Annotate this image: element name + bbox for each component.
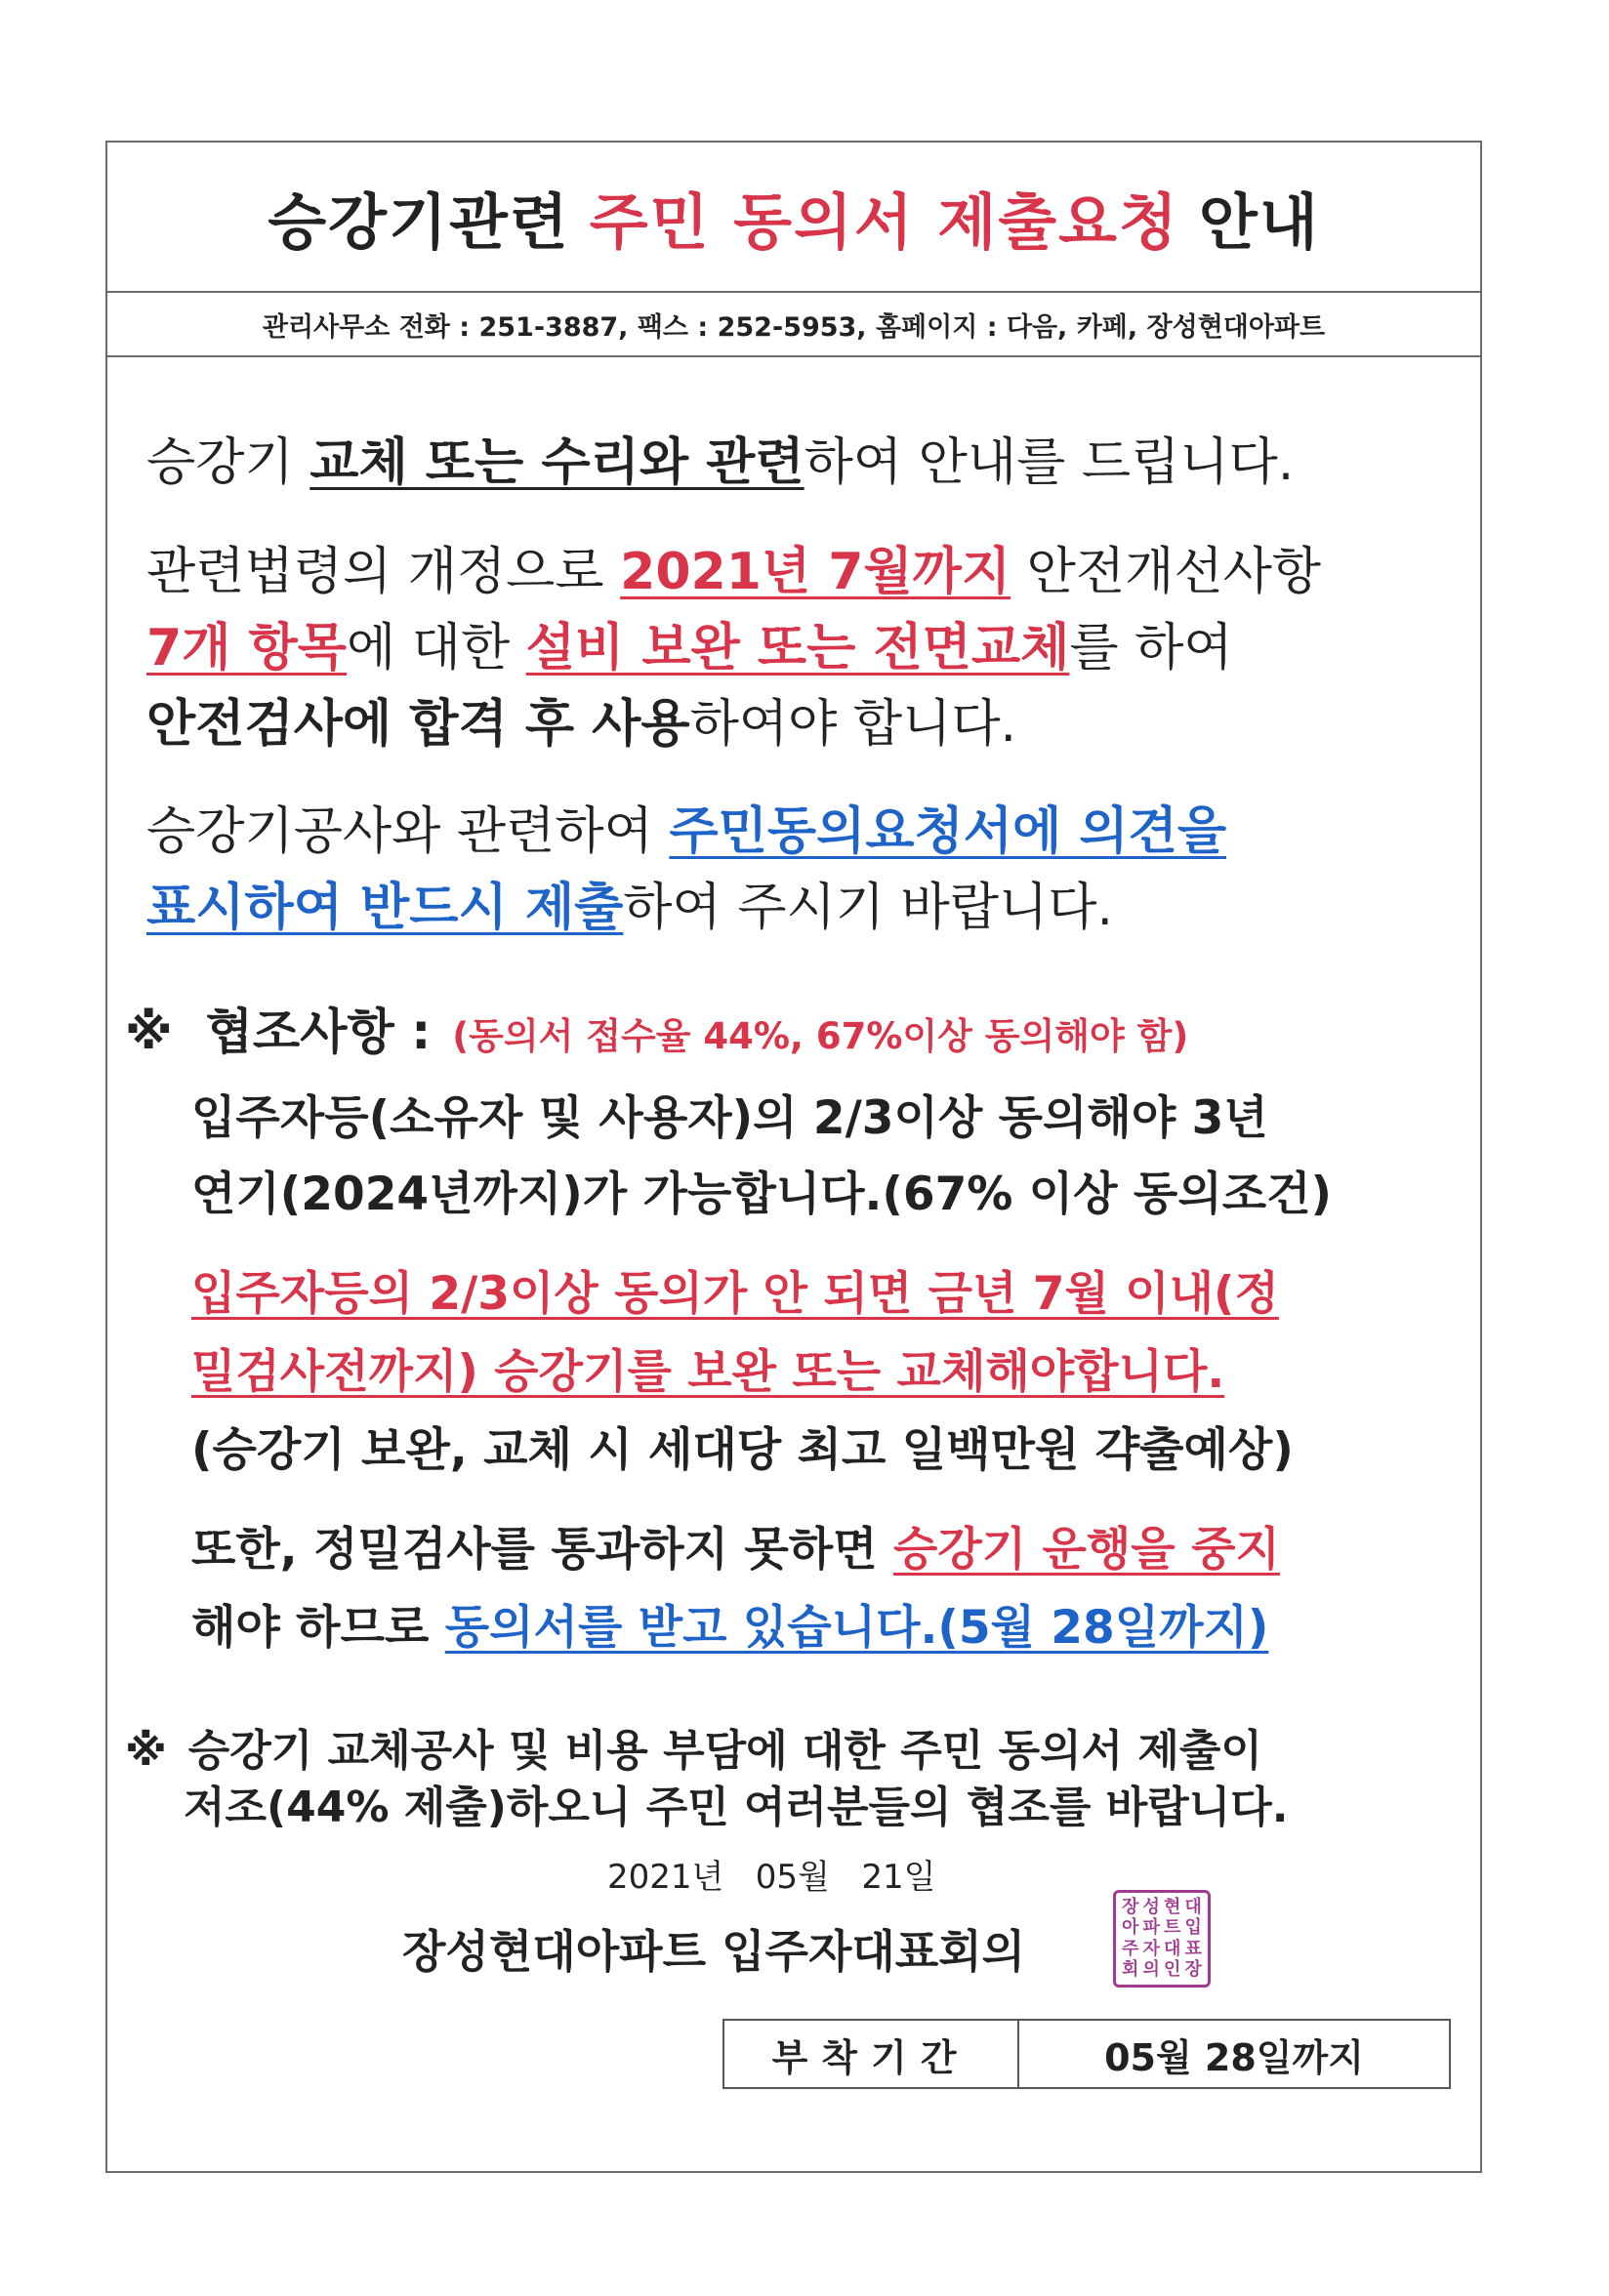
seal-char: 표 (1184, 1938, 1202, 1959)
p2-text-4: 하여야 합니다. (689, 695, 1017, 754)
seal-char: 장 (1122, 1896, 1139, 1917)
seal-char: 회 (1122, 1959, 1139, 1981)
p3-submit: 표시하여 반드시 제출 (146, 879, 624, 937)
issue-date: 2021년 05월 21일 (607, 1858, 936, 1897)
contact-info: 관리사무소 전화 : 251-3887, 팩스 : 252-5953, 홈페이지 : 다음, 카페, 장성현대아파트 (107, 293, 1480, 357)
paragraph-3-line-1 (146, 802, 1227, 861)
page-title (107, 143, 1480, 293)
seal-char: 트 (1164, 1917, 1181, 1939)
p2-inspection: 안전검사에 합격 후 사용 (146, 695, 690, 754)
seal-char: 파 (1142, 1917, 1160, 1939)
p3-text-end: 하여 주시기 바랍니다. (623, 879, 1113, 937)
coop-rate: (동의서 접수율 44%, 67%이상 동의해야 함) (452, 1015, 1189, 1057)
posting-period-value: 05월 28일까지 (1104, 2035, 1364, 2079)
p2-deadline: 2021년 7월까지 (620, 543, 1011, 601)
posting-period-label: 부착기간 (724, 2021, 1019, 2087)
coop-suspend-line (191, 1523, 1280, 1577)
seal-char: 의 (1142, 1959, 1160, 1981)
p1-text-end: 하여 안내를 드립니다. (804, 433, 1295, 492)
paragraph-2-line-3 (146, 695, 1017, 754)
coop-deadline-highlight: 동의서를 받고 있습니다.(5월 28일까지) (444, 1601, 1269, 1655)
note-line-1 (125, 1726, 1262, 1776)
p2-text: 관련법령의 개정으로 (146, 543, 621, 601)
coop-line-2: 연기(2024년까지)가 가능합니다.(67% 이상 동의조건) (191, 1168, 1333, 1221)
p1-text: 승강기 (146, 433, 310, 492)
title-suffix: 안내 (1198, 185, 1320, 258)
coop-label: 협조사항 : (205, 1004, 432, 1060)
paragraph-2-line-1 (146, 543, 1322, 601)
coop-suspend-highlight: 승강기 운행을 중지 (892, 1523, 1280, 1577)
note-text-1: 승강기 교체공사 및 비용 부담에 대한 주민 동의서 제출이 (187, 1726, 1262, 1776)
p1-emphasis: 교체 또는 수리와 관련 (309, 433, 804, 492)
posting-period-table (722, 2019, 1451, 2089)
coop-heading (125, 1004, 1189, 1060)
p2-text-2: 에 대한 (346, 619, 526, 677)
p2-replace: 설비 보완 또는 전면교체 (525, 619, 1070, 677)
coop-line-1: 입주자등(소유자 및 사용자)의 2/3이상 동의해야 3년 (191, 1091, 1268, 1145)
coop-warning-1: 입주자등의 2/3이상 동의가 안 되면 금년 7월 이내(정 (191, 1267, 1279, 1321)
title-highlight: 주민 동의서 제출요청 (589, 185, 1179, 258)
seal-char: 인 (1164, 1959, 1181, 1981)
official-seal (1113, 1890, 1211, 1988)
paragraph-3-line-2 (146, 879, 1113, 937)
p2-text-3: 를 하여 (1069, 619, 1233, 677)
seal-char: 입 (1184, 1917, 1202, 1939)
issuer-name: 장성현대아파트 입주자대표회의 (402, 1925, 1026, 1978)
seal-char: 주 (1122, 1938, 1139, 1959)
coop-suspend-text: 또한, 정밀검사를 통과하지 못하면 (191, 1523, 893, 1577)
seal-char: 자 (1142, 1938, 1160, 1959)
coop-warning-2: 밀검사전까지) 승강기를 보완 또는 교체해야합니다. (191, 1345, 1225, 1399)
paragraph-2-line-2 (146, 619, 1233, 677)
p2-items: 7개 항목 (146, 619, 347, 677)
note-mark: ※ (125, 1726, 167, 1776)
seal-char: 아 (1122, 1917, 1139, 1939)
seal-char: 대 (1184, 1896, 1202, 1917)
p2-text-end: 안전개선사항 (1011, 543, 1322, 601)
p3-text: 승강기공사와 관련하여 (146, 802, 670, 861)
paragraph-1 (146, 433, 1295, 492)
p3-request: 주민동의요청서에 의견을 (669, 802, 1227, 861)
reference-mark: ※ (125, 1004, 173, 1060)
seal-char: 현 (1164, 1896, 1181, 1917)
title-prefix: 승강기관련 (268, 185, 570, 258)
coop-cost: (승강기 보완, 교체 시 세대당 최고 일백만원 갹출예상) (191, 1423, 1294, 1477)
seal-char: 성 (1142, 1896, 1160, 1917)
coop-deadline-text: 해야 하므로 (191, 1601, 445, 1655)
note-line-2: 저조(44% 제출)하오니 주민 여러분들의 협조를 바랍니다. (184, 1783, 1289, 1832)
coop-deadline-line (191, 1601, 1269, 1655)
seal-char: 대 (1164, 1938, 1181, 1959)
seal-char: 장 (1184, 1959, 1202, 1981)
